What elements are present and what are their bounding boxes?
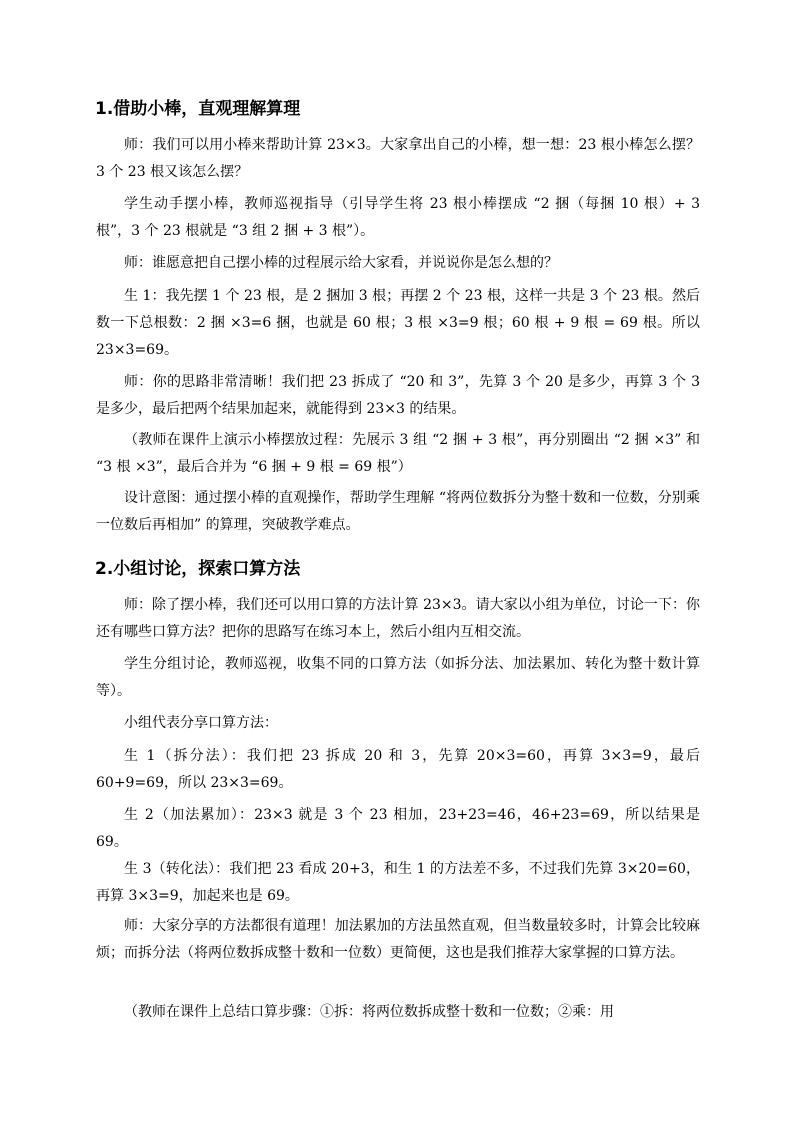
paragraph: 小组代表分享口算方法： (124, 715, 278, 731)
paragraph: 生 1（拆分法）：我们把 23 拆成 20 和 3，先算 20×3=60，再算 3×3=9，最后 60+9=69，所以 23×3=69。 (96, 748, 700, 791)
paragraph: 设计意图：通过摆小棒的直观操作，帮助学生理解 “将两位数拆分为整十数和一位数，分别乘一位数后再相加” 的算理，突破教学难点。 (96, 490, 700, 533)
paragraph: 生 2（加法累加）：23×3 就是 3 个 23 相加，23+23=46，46+23=69，所以结果是 69。 (96, 807, 700, 850)
paragraph: 生 3（转化法）：我们把 23 看成 20+3，和生 1 的方法差不多，不过我们先算 3×20=60，再算 3×3=9，加起来也是 69。 (96, 861, 700, 904)
paragraph: （教师在课件上演示小棒摆放过程：先展示 3 组 “2 捆 + 3 根”，再分别圈出 “2 捆 ×3” 和 “3 根 ×3”，最后合并为 “6 捆 + 9 根 = 69 根”） (96, 432, 700, 475)
paragraph: 师：我们可以用小棒来帮助计算 23×3。大家拿出自己的小棒，想一想：23 根小棒怎么摆？3 个 23 根又该怎么摆？ (96, 137, 700, 180)
paragraph: 学生分组讨论，教师巡视，收集不同的口算方法（如拆分法、加法累加、转化为整十数计算等）。 (96, 656, 700, 699)
paragraph: （教师在课件上总结口算步骤：①拆：将两位数拆成整十数和一位数；②乘：用 (124, 1004, 614, 1020)
paragraph: 师：除了摆小棒，我们还可以用口算的方法计算 23×3。请大家以小组为单位，讨论一下：你还有哪些口算方法？把你的思路写在练习本上，然后小组内互相交流。 (96, 597, 700, 640)
paragraph: 师：大家分享的方法都很有道理！加法累加的方法虽然直观，但当数量较多时，计算会比较麻烦；而拆分法（将两位数拆成整十数和一位数）更简便，这也是我们推荐大家掌握的口算方法。 (96, 918, 700, 961)
section-heading-1: 1.借助小棒，直观理解算理 (95, 99, 301, 119)
paragraph: 师：谁愿意把自己摆小棒的过程展示给大家看，并说说你是怎么想的？ (124, 255, 558, 271)
paragraph: 学生动手摆小棒，教师巡视指导（引导学生将 23 根小棒摆成 “2 捆（每捆 10 根）+ 3 根”，3 个 23 根就是 “3 组 2 捆 + 3 根”）。 (96, 196, 700, 239)
paragraph: 生 1：我先摆 1 个 23 根，是 2 捆加 3 根；再摆 2 个 23 根，这样一共是 3 个 23 根。然后数一下总根数：2 捆 ×3=6 捆，也就是 60 根；3 根 ×3=9 根；60 根 + 9 根 = 69 根。所以 23×3=69。 (96, 288, 700, 358)
paragraph: 师：你的思路非常清晰！我们把 23 拆成了 “20 和 3”，先算 3 个 20 是多少，再算 3 个 3 是多少，最后把两个结果加起来，就能得到 23×3 的结果。 (96, 374, 700, 417)
section-heading-2: 2.小组讨论，探索口算方法 (95, 559, 301, 579)
